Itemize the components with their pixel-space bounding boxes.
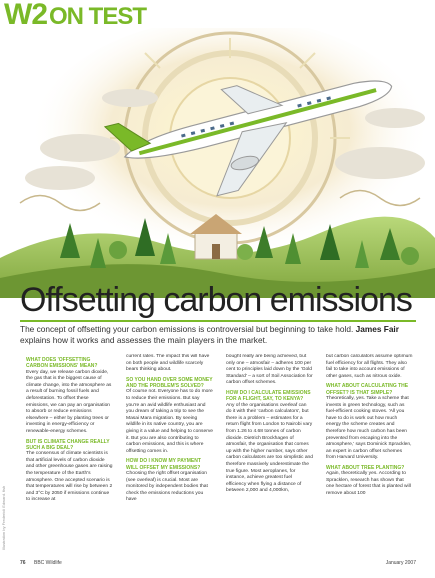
paragraph: The consensus of climate scientists is that artificial levels of carbon dioxide and other greenhouse gases are raising the temperature of the Earth's atmosphere. One accepted scenario is that temperatures will rise by between 2 and 3°C by 2050 if emissions continue to increase at (26, 451, 113, 503)
column-1 (26, 354, 113, 548)
magazine-name: BBC Wildlife (34, 560, 62, 566)
paragraph: Theoretically, yes. Take a scheme that invests in green technology, such as fuel-efficient cooking stoves. 'All you have to do is work out how much energy the scheme creates and therefore how much carbon has been prevented from escaping into the atmosphere,' says Dominick Spracklen, an expert in carbon offset schemes from Harvard University. (326, 395, 412, 461)
paragraph: Any of the organisations overleaf can do it with their 'carbon calculators', but there is a problem – estimates for a return flight from London to Nairobi vary from 1.26 to 4.68 tonnes of carbon dioxide. Dietrich Brockhagen of atmosfair, the organisation that comes up with the higher number, says other carbon calculators are too simplistic and therefore massively underestimate the true figure. Most aeroplanes, for instance, achieve greatest fuel efficiency when flying a distance of between 2,000 and 4,000km, (226, 402, 313, 494)
title-rule (20, 320, 416, 322)
standfirst-text-rest: explains how it works and assesses the main players in the market. (20, 335, 268, 345)
article-title: Offsetting carbon emissions (20, 281, 412, 319)
standfirst-text: The concept of offsetting your carbon emissions is controversial but beginning to take hold. (20, 324, 356, 334)
page-number: 76 (20, 560, 26, 566)
logo-on-test: ON TEST (49, 3, 147, 30)
aeroplane-landscape-illustration (0, 28, 435, 298)
paragraph: bought really are being achieved, but only one – atmosfair – adheres 100 per cent to principles laid down by the 'Gold Standard' – a sort of Soil Association for carbon offset schemes. (226, 354, 313, 386)
column-2 (126, 354, 213, 548)
logo-w2: W2 (4, 0, 47, 31)
question-heading: WHAT DOES 'OFFSETTING CARBON EMISSIONS' MEAN? (26, 357, 98, 370)
paragraph: Of course not. Everyone has to do more to reduce their emissions. But say you're an avid wildlife enthusiast and you dream of taking a trip to see the Masai Mara migration. By seeing wildlife in its native country, you are giving it a value and helping to conserve it. But you are also contributing to carbon emissions, and this is where offsetting comes in. (126, 389, 213, 454)
page-footer (20, 560, 416, 572)
question-heading: SO YOU HAND OVER SOME MONEY AND THE PROBLEM'S SOLVED? (126, 376, 213, 390)
standfirst (20, 324, 416, 346)
paragraph: Every day, we release carbon dioxide, the gas that is the biggest cause of climate change, into the atmosphere as a result of burning fossil fuels and deforestation. To offset these emissions, we can pay an organisation to absorb or reduce emissions elsewhere – either by planting trees or investing in energy-efficiency or renewable-energy schemes. (26, 369, 112, 434)
question-heading: WHAT ABOUT CALCULATING THE OFFSET? IS THAT SIMPLE? (326, 383, 409, 396)
question-heading: WHAT ABOUT TREE PLANTING? (326, 464, 405, 471)
section-header (0, 0, 435, 30)
question-heading: HOW DO I KNOW MY PAYMENT WILL OFFSET MY EMISSIONS? (126, 458, 201, 471)
article-body (26, 354, 416, 548)
paragraph: Choosing the right offset organisation (see overleaf) is crucial. Most are monitored by independent bodies that check the emissions reductions you have (126, 470, 208, 503)
paragraph: but carbon calculators assume optimum fuel efficiency for all flights. They also fail to take into account emissions of other gases, such as nitrous oxide. (326, 354, 413, 379)
photo-credit: Illustration by Fredericli Edward. fish (1, 485, 6, 550)
question-heading: HOW DO I CALCULATE EMISSIONS FOR A FLIGHT, SAY, TO KENYA? (226, 389, 311, 403)
author-name: James Fair (355, 324, 399, 334)
paragraph: current rates. The impact this will have on both people and wildlife scarcely bears thinking about. (126, 354, 210, 373)
column-4 (326, 354, 413, 548)
issue-date: January 2007 (385, 560, 416, 566)
column-3 (226, 354, 313, 548)
paragraph: Again, theoretically yes. According to Spracklen, research has shown that one hectare of forest that is planted will remove about 100 (326, 471, 411, 496)
question-heading: BUT IS CLIMATE CHANGE REALLY SUCH A BIG DEAL? (26, 438, 110, 451)
